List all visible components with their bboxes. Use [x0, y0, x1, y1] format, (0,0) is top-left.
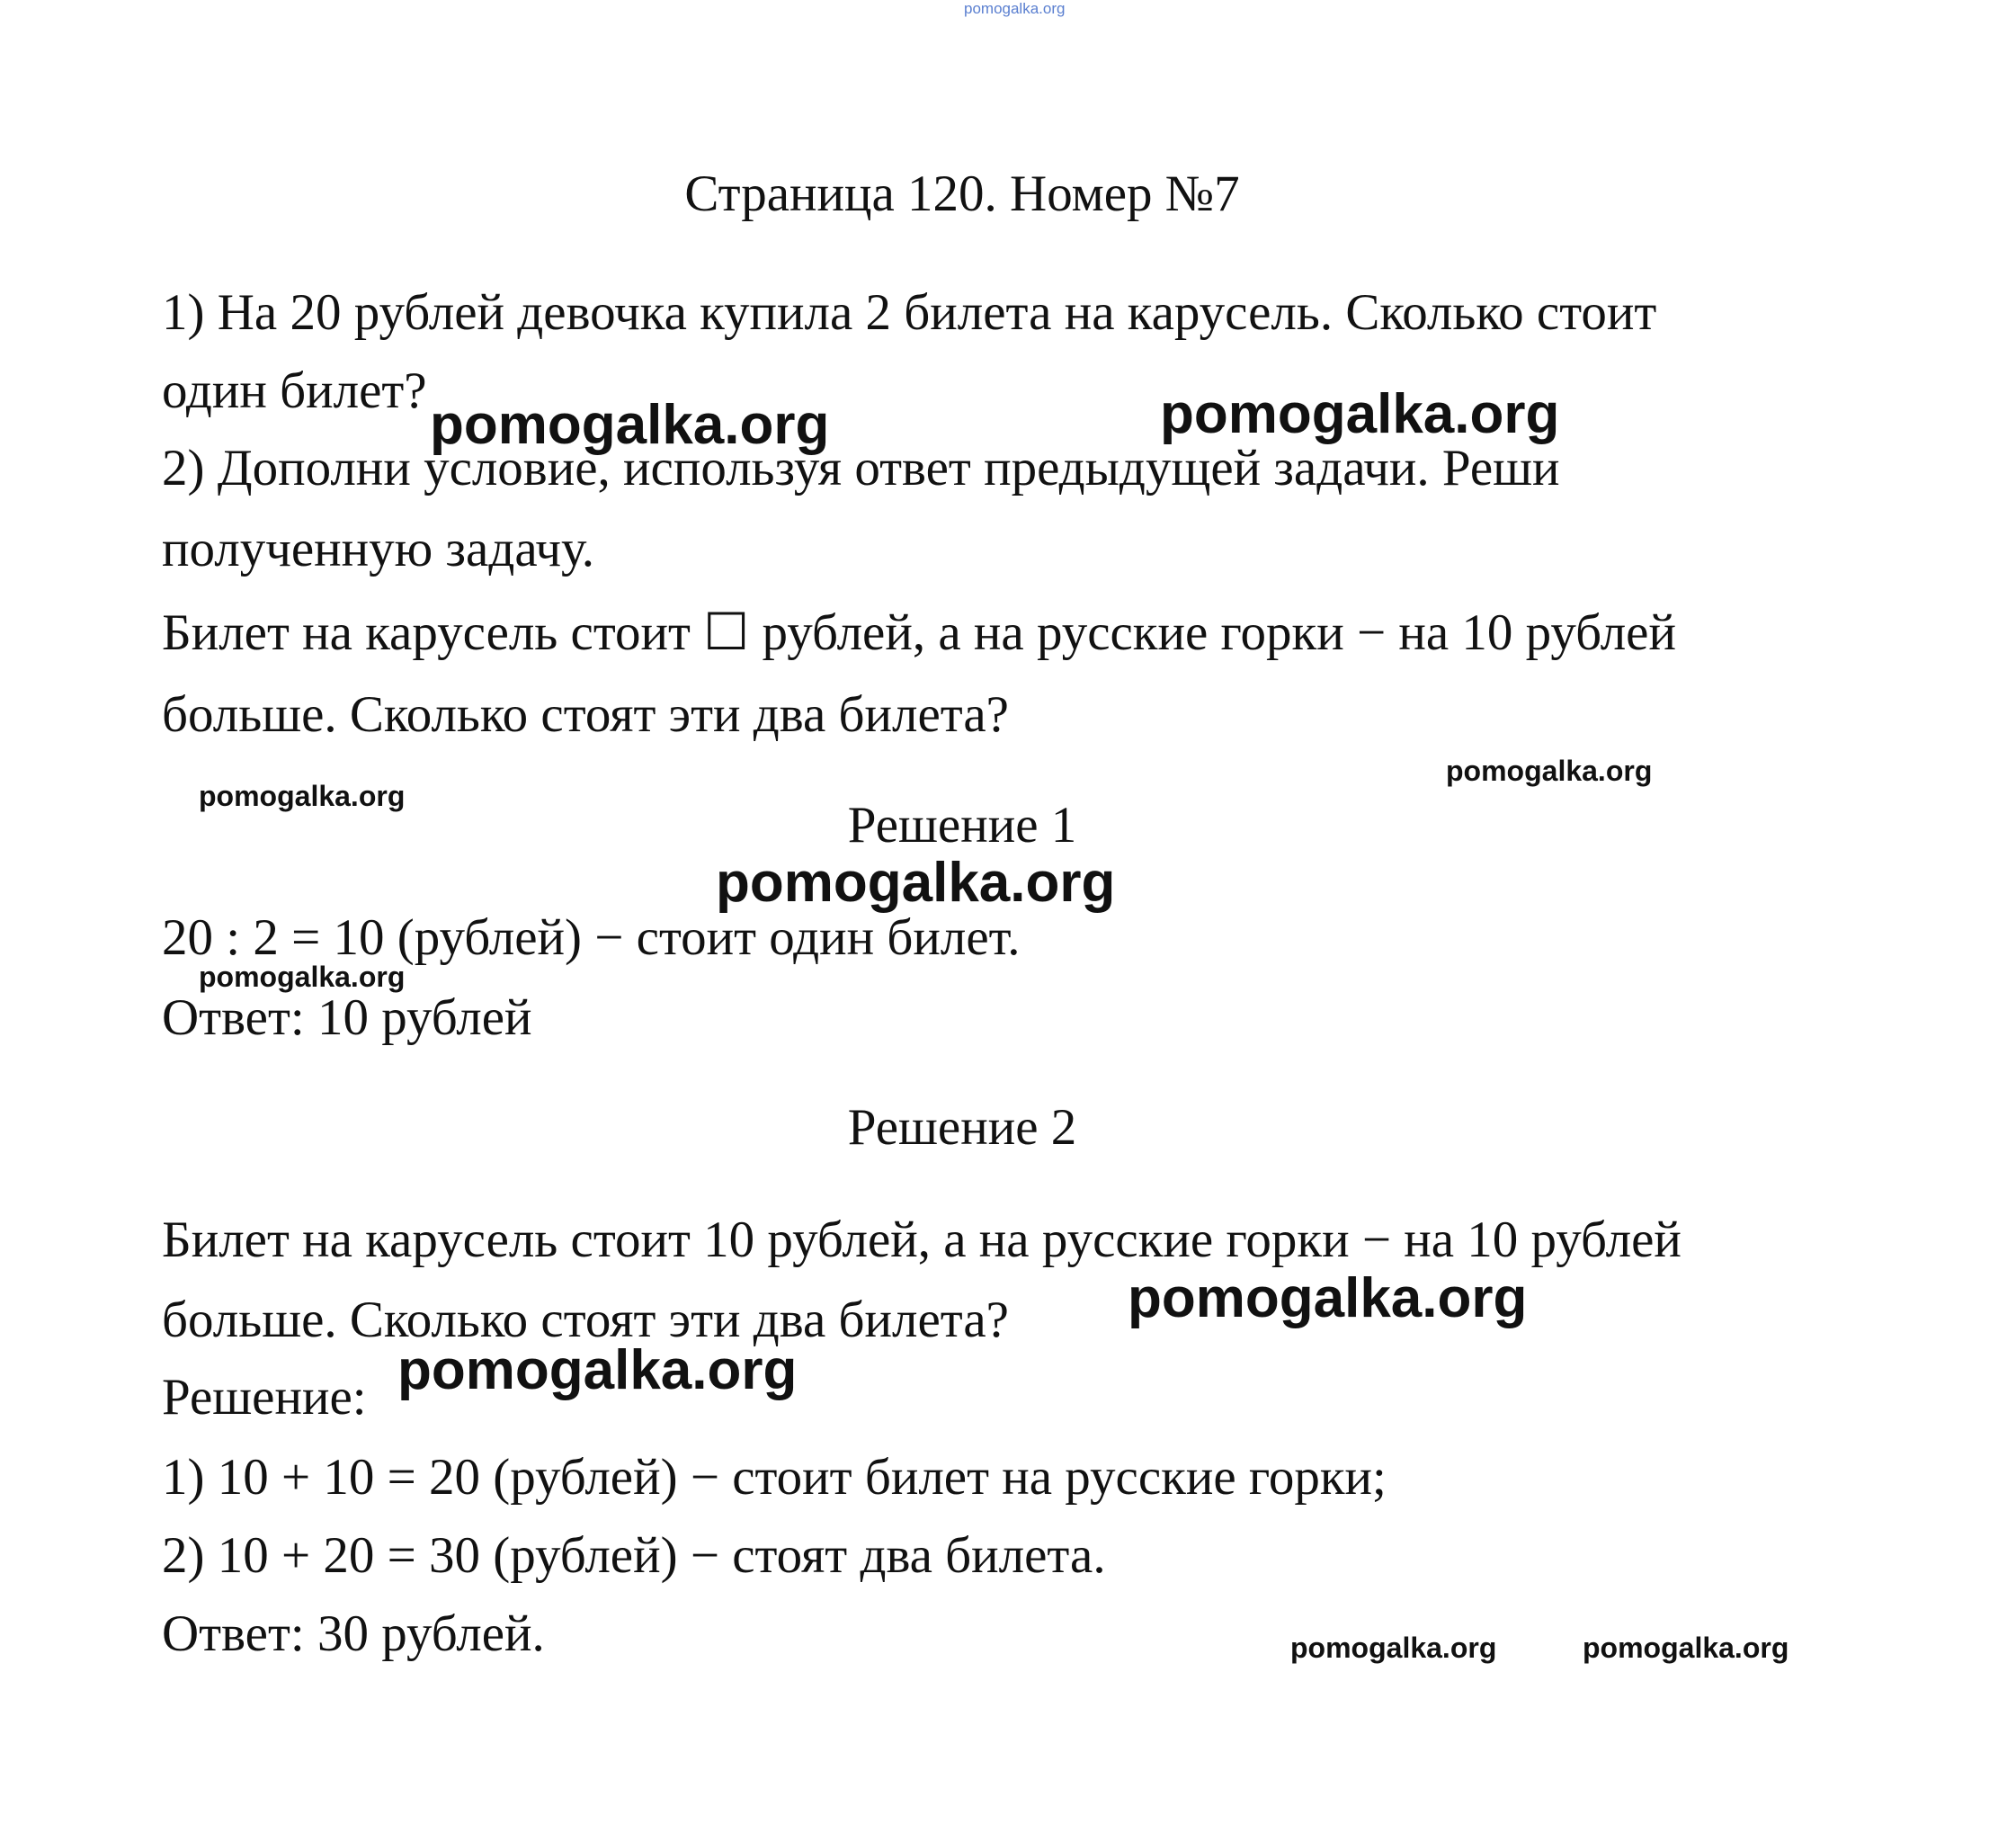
watermark-top: pomogalka.org: [964, 0, 1066, 17]
watermark-6: pomogalka.org: [199, 961, 406, 993]
task-line-2: один билет?: [162, 362, 427, 419]
watermark-7: pomogalka.org: [1128, 1267, 1528, 1329]
solution-2-line-2: больше. Сколько стоят эти два билета?: [162, 1292, 1009, 1348]
watermark-9: pomogalka.org: [1290, 1632, 1497, 1664]
watermark-3: pomogalka.org: [1446, 755, 1653, 787]
watermark-10: pomogalka.org: [1583, 1632, 1789, 1664]
solution-2-heading: Решение 2: [847, 1099, 1077, 1156]
solution-1-line: 20 : 2 = 10 (рублей) − стоит один билет.: [162, 909, 1021, 966]
solution-2-answer: Ответ: 30 рублей.: [162, 1605, 545, 1662]
task-line-6: больше. Сколько стоят эти два билета?: [162, 686, 1009, 743]
solution-2-line-1: Билет на карусель стоит 10 рублей, а на русские горки − на 10 рублей: [162, 1212, 1681, 1268]
solution-2-step-1: 1) 10 + 10 = 20 (рублей) − стоит билет на русские горки;: [162, 1449, 1387, 1506]
page-title: Страница 120. Номер №7: [684, 165, 1240, 222]
watermark-4: pomogalka.org: [199, 780, 406, 812]
solution-1-heading: Решение 1: [847, 797, 1077, 854]
watermark-1: pomogalka.org: [430, 394, 830, 456]
task-line-5: Билет на карусель стоит ☐ рублей, а на русские горки − на 10 рублей: [162, 604, 1676, 661]
watermark-5: pomogalka.org: [716, 852, 1116, 914]
watermark-2: pomogalka.org: [1160, 383, 1560, 445]
solution-1-answer: Ответ: 10 рублей: [162, 989, 532, 1046]
solution-2-label: Решение:: [162, 1369, 367, 1426]
task-line-4: полученную задачу.: [162, 521, 595, 577]
task-line-3: 2) Дополни условие, используя ответ предыдущей задачи. Реши: [162, 440, 1560, 496]
watermark-8: pomogalka.org: [397, 1339, 798, 1401]
solution-2-step-2: 2) 10 + 20 = 30 (рублей) − стоят два билета.: [162, 1527, 1106, 1584]
task-line-1: 1) На 20 рублей девочка купила 2 билета на карусель. Сколько стоит: [162, 284, 1657, 341]
